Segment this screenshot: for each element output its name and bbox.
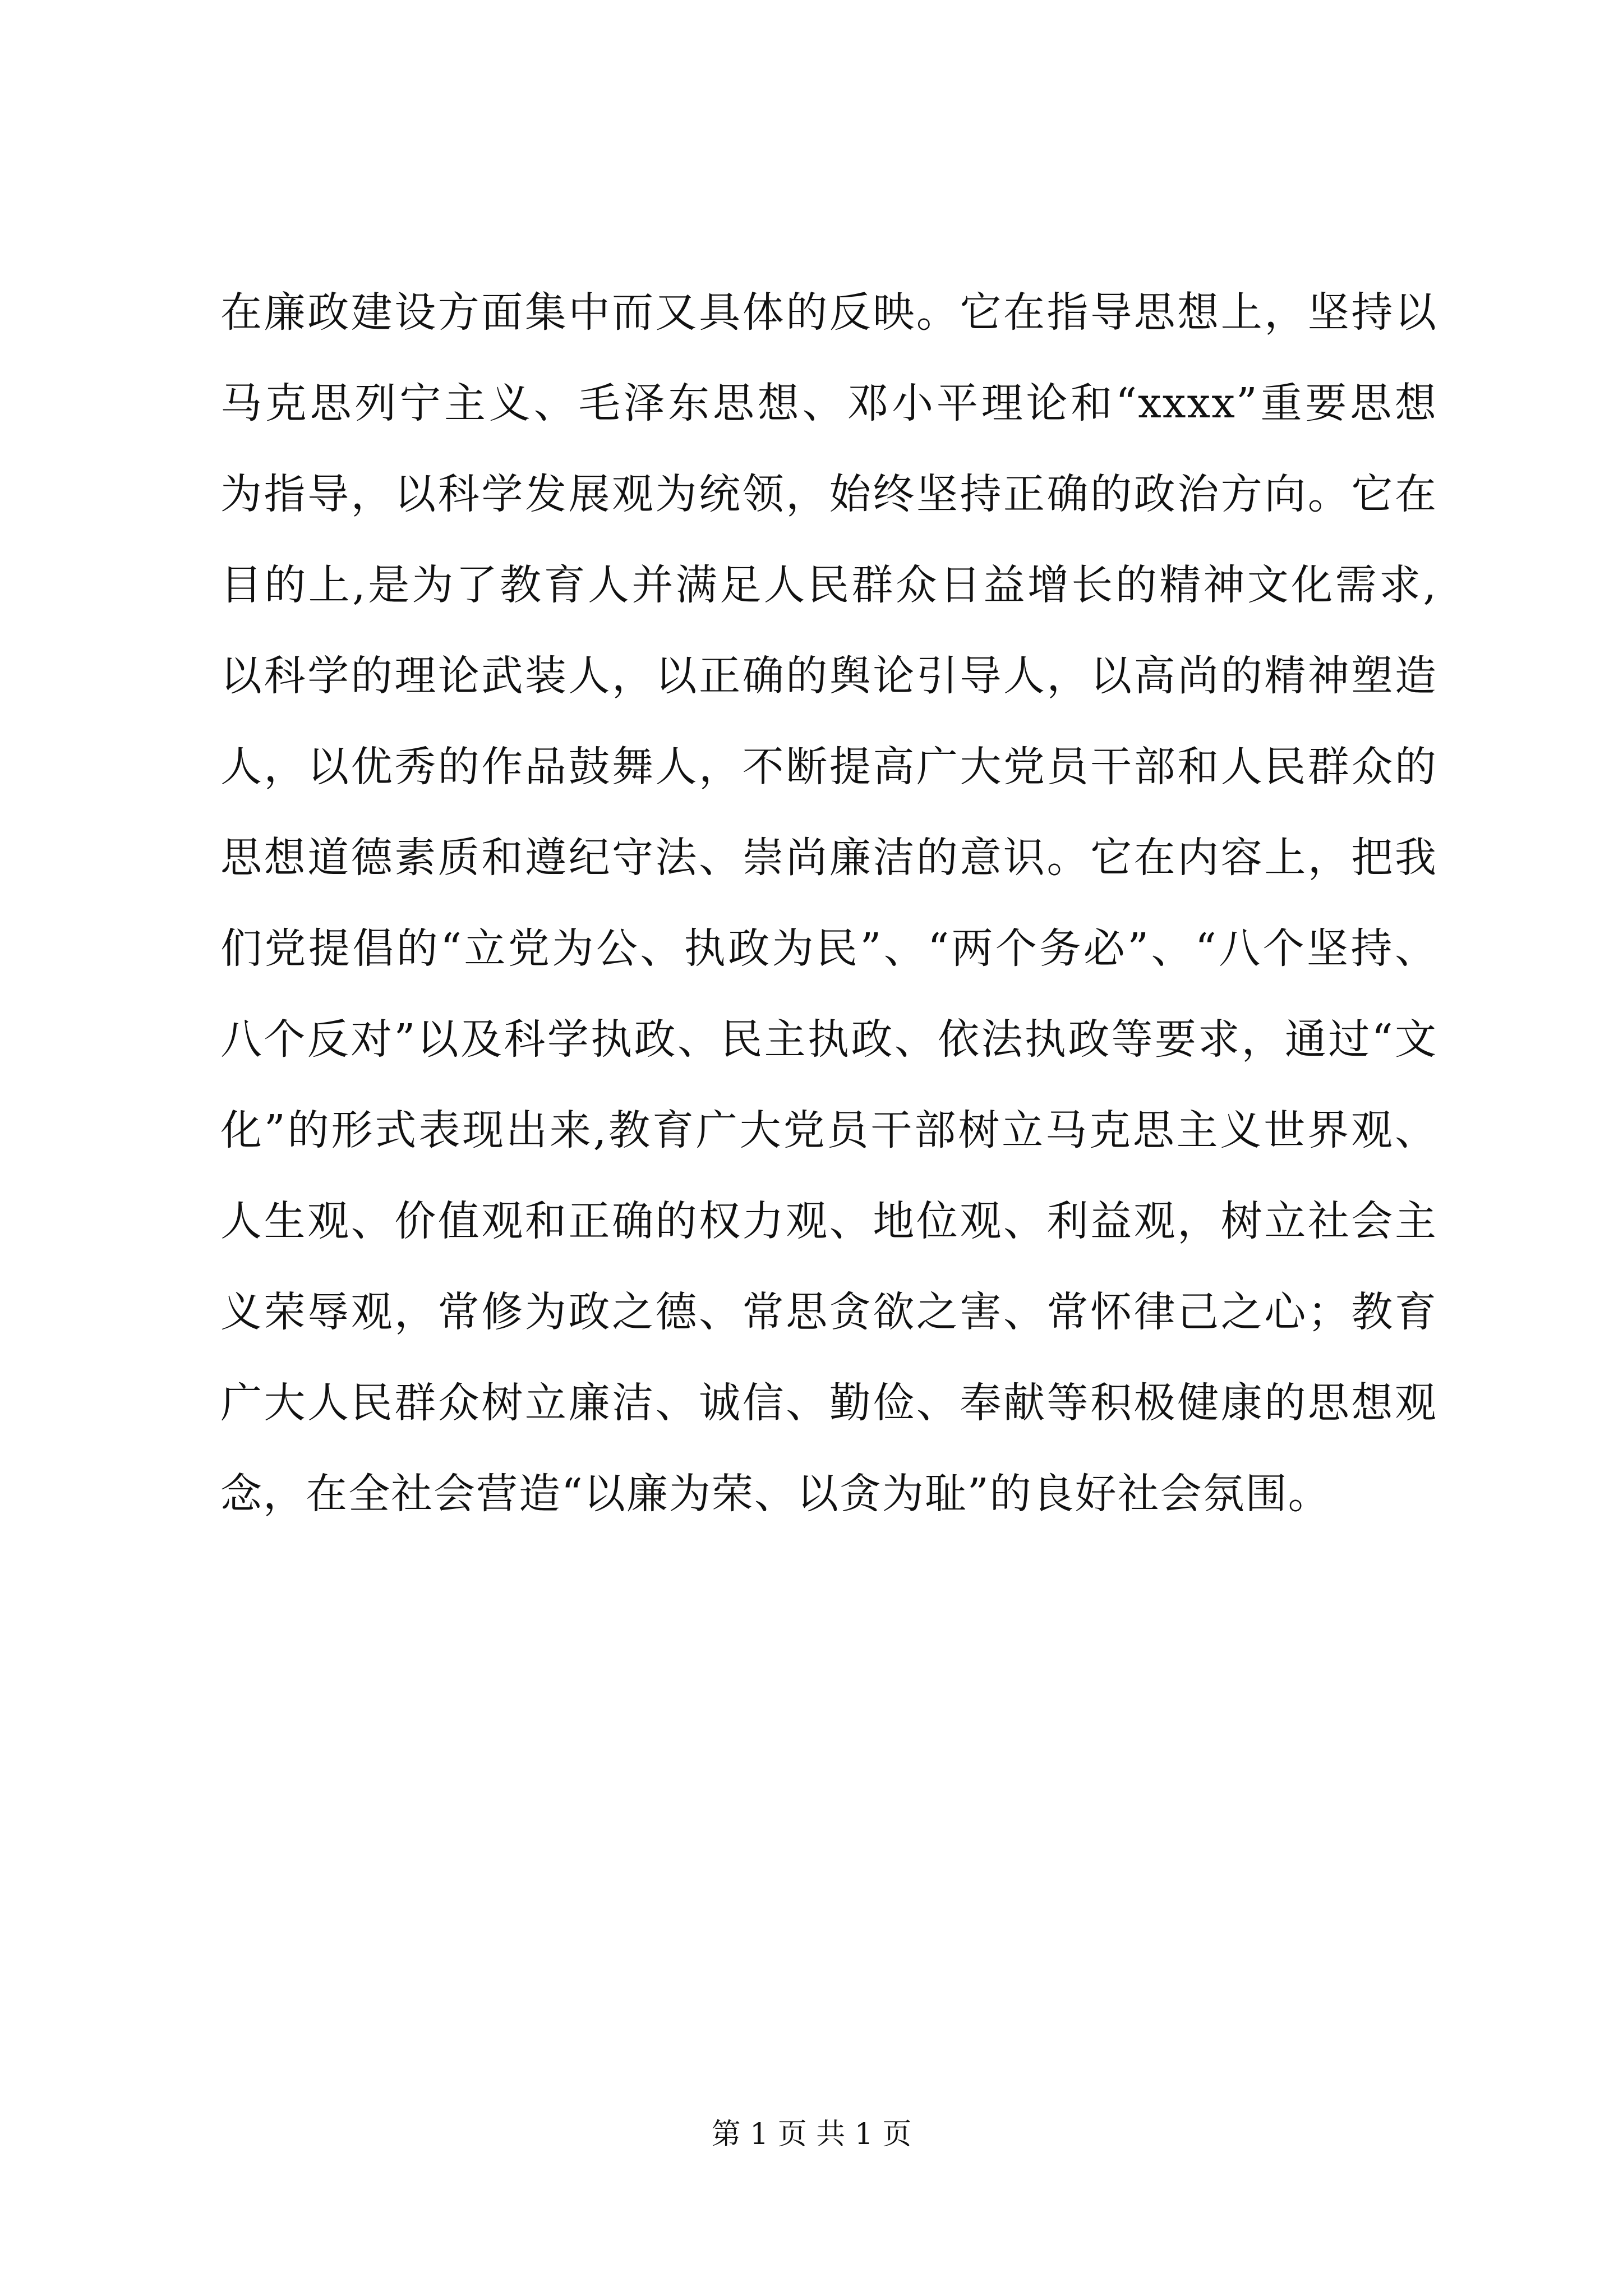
paragraph-line: 以科学的理论武装人，以正确的舆论引导人，以高尚的精神塑造 <box>220 652 1437 700</box>
page-number-footer: 第 1 页 共 1 页 <box>711 2118 912 2151</box>
paragraph-line: 人生观、价值观和正确的权力观、地位观、利益观，树立社会主 <box>220 1197 1437 1245</box>
paragraph-line: 思想道德素质和遵纪守法、崇尚廉洁的意识。它在内容上，把我 <box>220 834 1437 882</box>
paragraph-line: 人，以优秀的作品鼓舞人，不断提高广大党员干部和人民群众的 <box>220 743 1437 791</box>
paragraph-line: 广大人民群众树立廉洁、诚信、勤俭、奉献等积极健康的思想观 <box>220 1379 1437 1427</box>
paragraph-line: 化”的形式表现出来,教育广大党员干部树立马克思主义世界观、 <box>220 1106 1437 1154</box>
paragraph-line: 目的上,是为了教育人并满足人民群众日益增长的精神文化需求, <box>220 561 1437 609</box>
paragraph-line: 马克思列宁主义、毛泽东思想、邓小平理论和“xxxx”重要思想 <box>220 379 1437 427</box>
paragraph-line: 义荣辱观，常修为政之德、常思贪欲之害、常怀律己之心；教育 <box>220 1288 1437 1336</box>
paragraph-line: 们党提倡的“立党为公、执政为民”、“两个务必”、“八个坚持、 <box>220 924 1437 973</box>
paragraph-line: 为指导，以科学发展观为统领，始终坚持正确的政治方向。它在 <box>220 470 1437 518</box>
paragraph-line: 念，在全社会营造“以廉为荣、以贪为耻”的良好社会氛围。 <box>220 1470 1331 1518</box>
body-paragraph <box>220 267 1437 1539</box>
paragraph-line: 在廉政建设方面集中而又具体的反映。它在指导思想上，坚持以 <box>220 288 1437 337</box>
paragraph-line: 八个反对”以及科学执政、民主执政、依法执政等要求，通过“文 <box>220 1015 1437 1064</box>
